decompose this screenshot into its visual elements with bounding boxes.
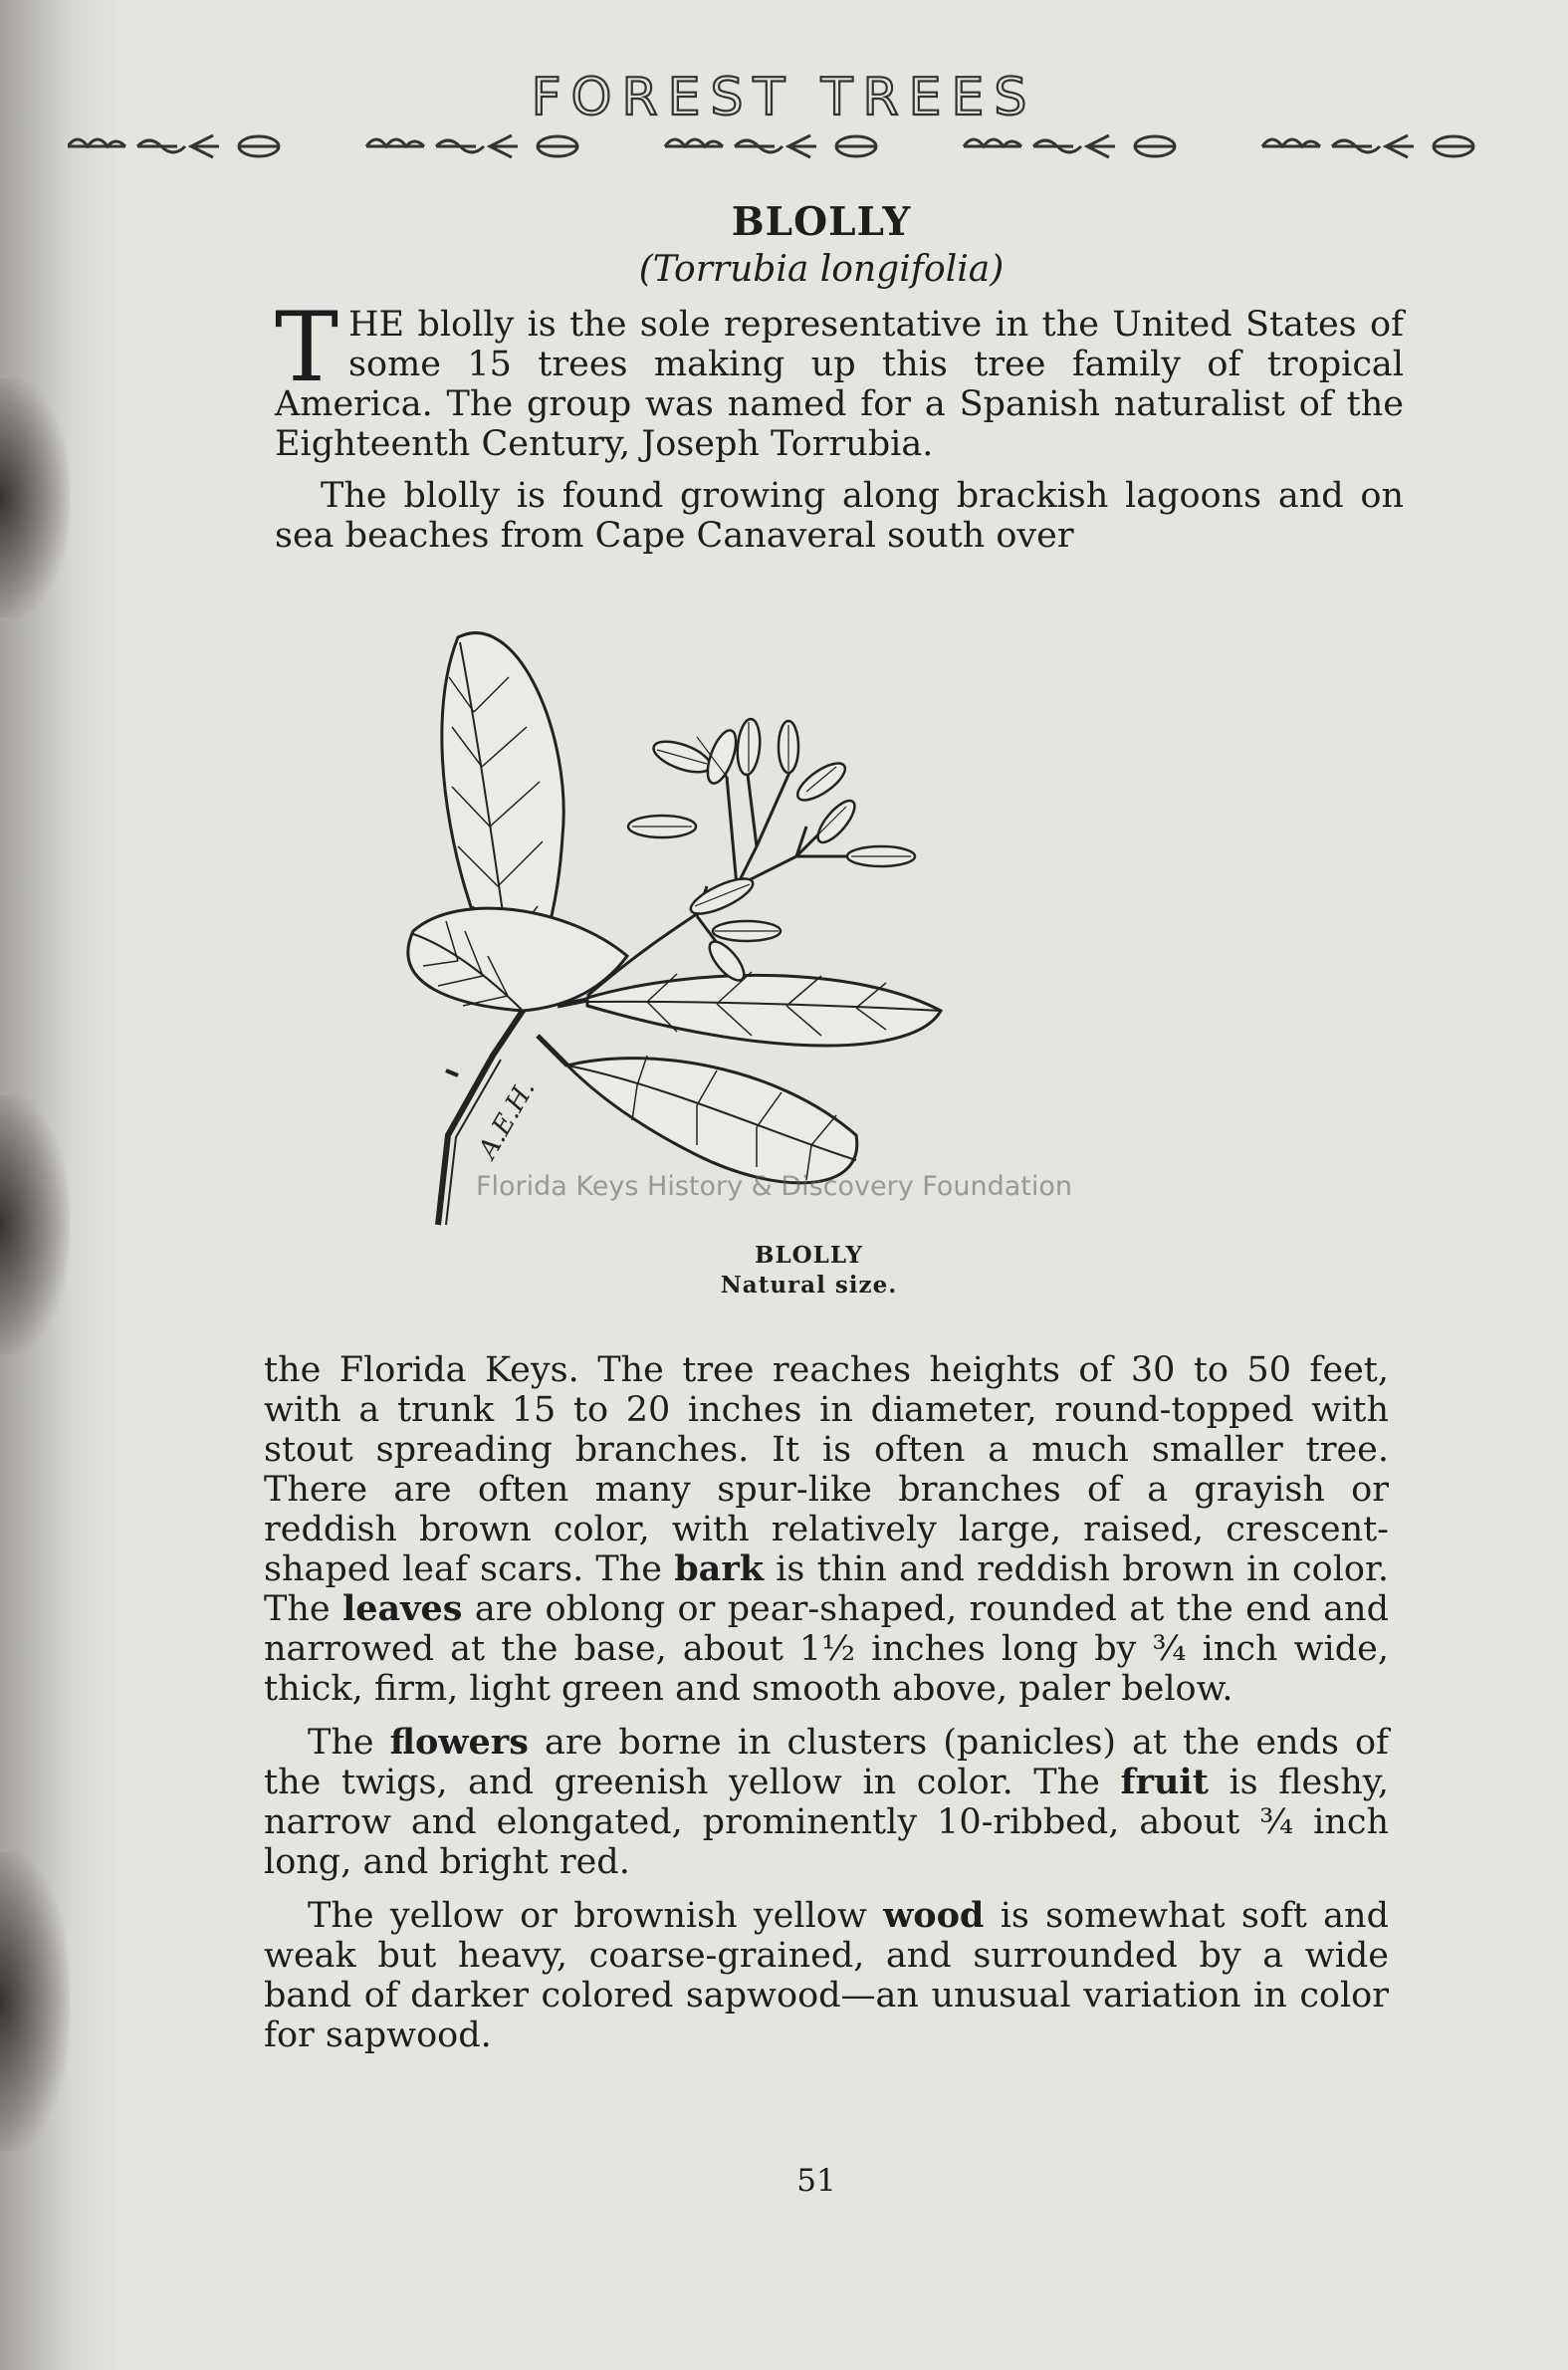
text-run: the Florida Keys. The tree reaches heights of 30 to 50 feet, with a trunk 15 to 20 inches in diameter, round-topped with stout spreading branches. It is often a much smaller tree. There are often many spur-like branches of a grayish or reddish brown color, with relatively large, raised, crescent-shaped leaf scars. The [264,1350,1389,1589]
text-run: are oblong or pear-shaped, rounded at the end and narrowed at the base, about 1½ inches long by ¾ inch wide, thick, firm, light green and smooth above, paler below. [264,1589,1389,1709]
page-number: 51 [796,2163,836,2199]
intro-paragraph-1-text: HE blolly is the sole representative in the United States of some 15 trees making up this tree family of tropical America. The group was named for a Spanish naturalist of the Eighteenth Century, Joseph Torrubia. [275,305,1404,464]
intro-paragraph-2: The blolly is found growing along brackish lagoons and on sea beaches from Cape Canaveral south over [275,476,1404,556]
text-run: is somewhat soft and weak but heavy, coarse-grained, and surrounded by a wide band of darker colored sapwood—an unusual variation in color for sapwood. [264,1896,1389,2055]
term-bark: bark [674,1548,765,1589]
figure-caption [0,1241,1568,1301]
text-run: The [308,1723,390,1763]
drop-cap: T [275,292,339,403]
caption-title: BLOLLY [755,1242,863,1269]
caption-note: Natural size. [720,1272,898,1299]
text-run: is thin and reddish brown in color. The [264,1549,1389,1629]
intro-paragraph-1 [275,292,1404,464]
text-run: The yellow or brownish yellow [308,1896,884,1936]
term-wood: wood [883,1895,985,1936]
term-fruit: fruit [1120,1762,1209,1802]
body-text [264,1350,1389,2055]
article-title: BLOLLY [731,199,912,245]
body-paragraph-1 [264,1350,1389,1709]
term-flowers: flowers [389,1722,529,1763]
blolly-illustration [398,617,1234,1235]
intro-text [275,292,1404,556]
ink-blot [0,1095,70,1354]
artist-signature: A.E.H. [473,1074,542,1164]
ink-blot [0,1852,70,2151]
text-run: is fleshy, narrow and elongated, prominently 10-ribbed, about ¾ inch long, and bright red. [264,1763,1389,1882]
decorative-border [68,123,1551,169]
body-paragraph-2 [264,1723,1389,1882]
ink-blot [0,378,70,617]
watermark: Florida Keys History & Discovery Foundation [476,1171,1072,1202]
term-leaves: leaves [341,1588,463,1629]
body-paragraph-3 [264,1896,1389,2055]
running-title: FOREST TREES [531,68,1037,127]
scientific-name: (Torrubia longifolia) [638,249,1005,290]
text-run: are borne in clusters (panicles) at the ends of the twigs, and greenish yellow in color. The [264,1723,1389,1802]
